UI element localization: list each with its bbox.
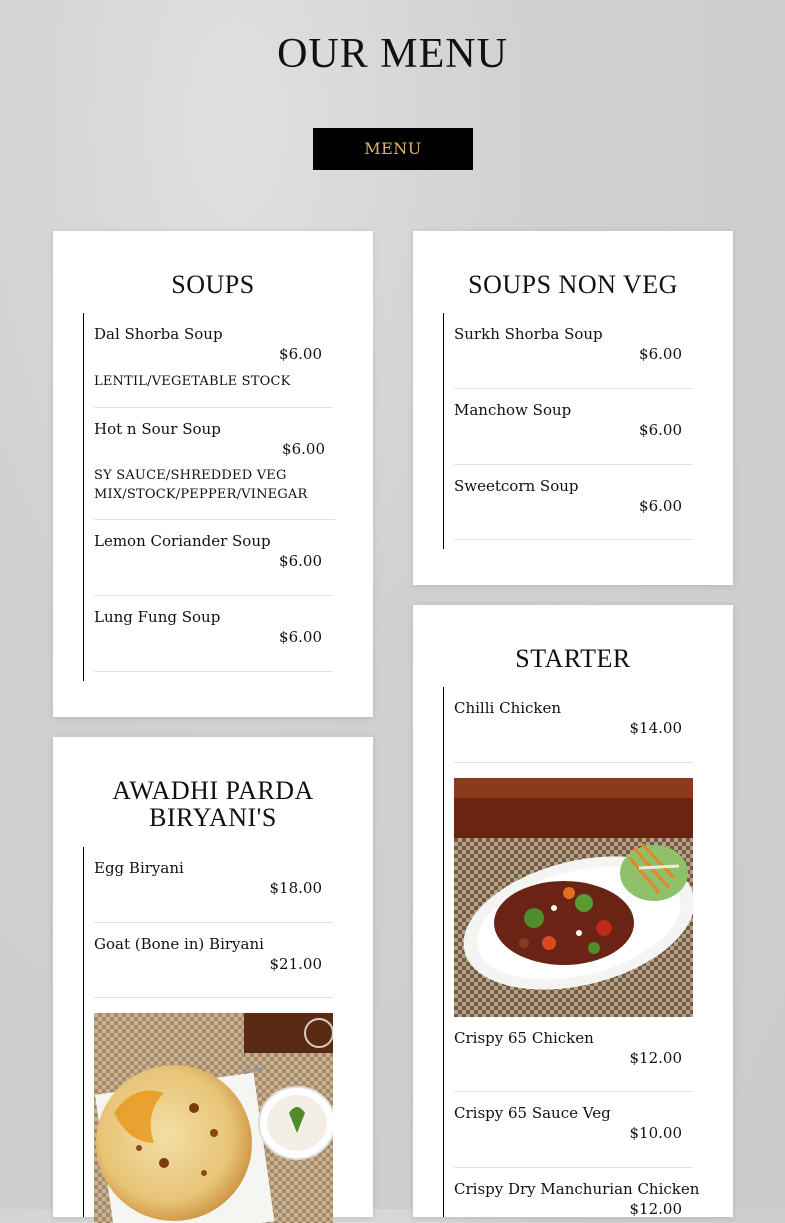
menu-item[interactable] — [94, 596, 333, 672]
item-description: SY SAUCE/SHREDDED VEG MIX/STOCK/PEPPER/VINEGAR — [94, 468, 308, 502]
menu-item[interactable] — [454, 687, 693, 763]
item-name: Hot n Sour Soup — [94, 420, 221, 438]
item-price: $14.00 — [629, 719, 682, 737]
menu-item[interactable] — [94, 408, 335, 520]
item-name: Lung Fung Soup — [94, 608, 221, 626]
item-price: $10.00 — [629, 1124, 682, 1142]
soups-title: SOUPS — [171, 270, 255, 299]
biryani-photo — [94, 1013, 333, 1223]
biryani-card — [53, 737, 373, 1217]
item-price: $6.00 — [639, 421, 682, 439]
item-name: Chilli Chicken — [454, 699, 562, 717]
menu-item[interactable] — [454, 465, 693, 540]
item-price: $6.00 — [279, 345, 322, 363]
menu-item[interactable] — [454, 389, 693, 465]
soups-list — [83, 313, 334, 681]
item-name: Egg Biryani — [94, 859, 184, 877]
menu-item[interactable] — [94, 520, 333, 596]
item-name: Crispy Dry Manchurian Chicken — [454, 1180, 700, 1198]
biryani-title — [53, 777, 373, 831]
item-description: LENTIL/VEGETABLE STOCK — [94, 374, 291, 389]
item-price: $6.00 — [639, 497, 682, 515]
item-name: Dal Shorba Soup — [94, 325, 223, 343]
starter-list — [443, 687, 700, 1218]
menu-button[interactable]: MENU — [313, 128, 473, 170]
chilli-chicken-photo — [454, 778, 693, 1017]
item-price: $6.00 — [282, 440, 325, 458]
menu-item[interactable] — [94, 923, 333, 998]
menu-item[interactable] — [454, 1168, 700, 1218]
item-name: Surkh Shorba Soup — [454, 325, 603, 343]
item-name: Goat (Bone in) Biryani — [94, 935, 264, 953]
item-name: Sweetcorn Soup — [454, 477, 579, 495]
item-name: Manchow Soup — [454, 401, 572, 419]
menu-item[interactable] — [454, 313, 693, 389]
item-name: Lemon Coriander Soup — [94, 532, 271, 550]
menu-item[interactable] — [94, 313, 333, 408]
item-price: $18.00 — [269, 879, 322, 897]
page-title: OUR MENU — [277, 31, 508, 77]
item-name: Crispy 65 Sauce Veg — [454, 1104, 611, 1122]
soups-non-veg-title: SOUPS NON VEG — [468, 270, 678, 299]
item-price: $6.00 — [279, 552, 322, 570]
biryani-list — [83, 847, 334, 1217]
soups-non-veg-card — [413, 231, 733, 585]
item-price: $12.00 — [629, 1049, 682, 1067]
item-price: $12.00 — [629, 1200, 682, 1218]
soups-card — [53, 231, 373, 717]
item-price: $6.00 — [639, 345, 682, 363]
biryani-title-line1: AWADHI PARDA — [112, 776, 314, 805]
biryani-title-line2: BIRYANI'S — [149, 803, 277, 832]
menu-item[interactable] — [454, 1017, 693, 1092]
starter-card — [413, 605, 733, 1217]
starter-title: STARTER — [515, 644, 631, 673]
item-price: $6.00 — [279, 628, 322, 646]
item-name: Crispy 65 Chicken — [454, 1029, 594, 1047]
menu-item[interactable] — [454, 1092, 693, 1168]
menu-item[interactable] — [94, 847, 333, 923]
soups-non-veg-list — [443, 313, 694, 549]
item-price: $21.00 — [269, 955, 322, 973]
